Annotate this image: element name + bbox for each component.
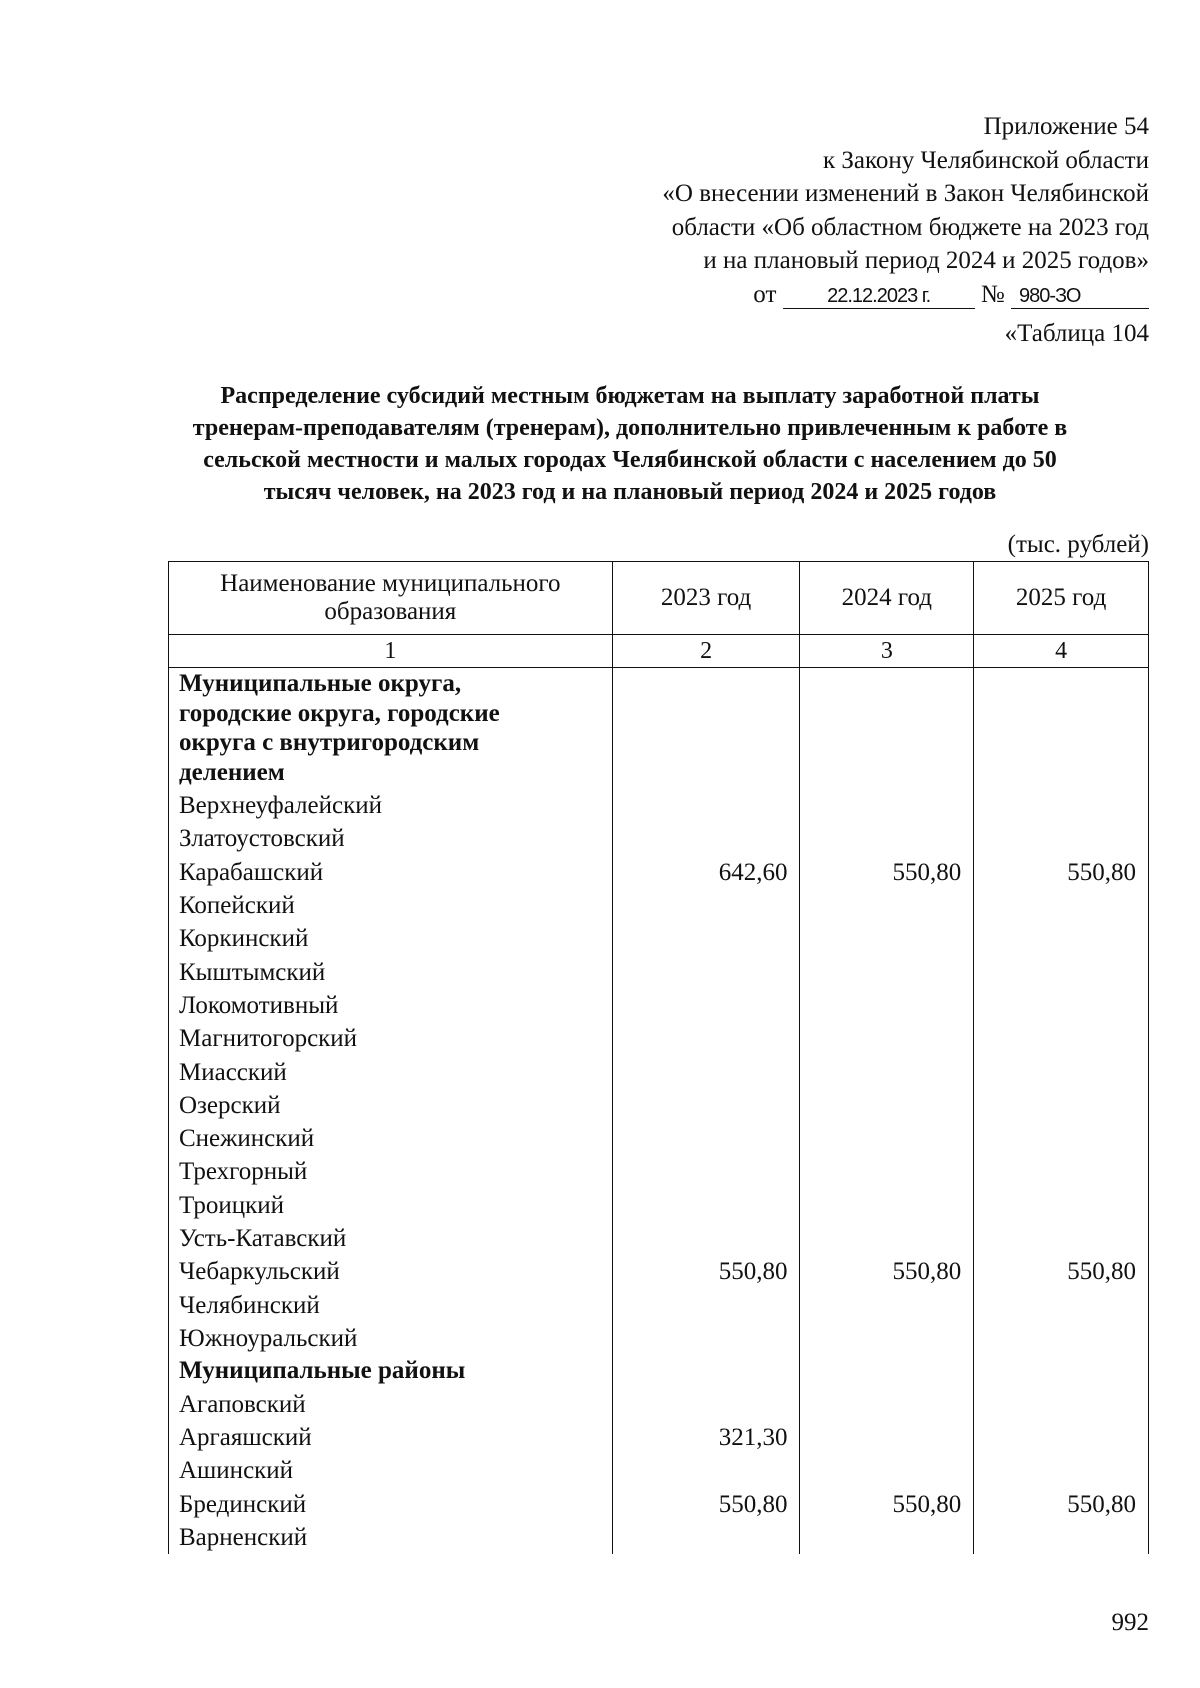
table-row bbox=[169, 856, 1149, 889]
appendix-line: области «Об областном бюджете на 2023 год bbox=[671, 213, 1149, 241]
value-2025 bbox=[974, 1288, 1149, 1321]
group-header-line: делением bbox=[179, 758, 285, 786]
municipality-name: Варненский bbox=[169, 1521, 613, 1554]
value-2023 bbox=[612, 1454, 800, 1487]
municipality-name: Карабашский bbox=[169, 856, 613, 889]
value-2025: 550,80 bbox=[974, 856, 1149, 889]
title-line: тысяч человек, на 2023 год и на плановый период 2024 и 2025 годов bbox=[263, 479, 997, 505]
table-row bbox=[169, 1155, 1149, 1188]
table-row bbox=[169, 1454, 1149, 1487]
law-number: 980-ЗО bbox=[1011, 284, 1149, 309]
column-number: 4 bbox=[974, 635, 1149, 668]
header-2024: 2024 год bbox=[800, 562, 974, 635]
municipality-name: Ашинский bbox=[169, 1454, 613, 1487]
group-header-line: Муниципальные районы bbox=[179, 1357, 466, 1385]
table-row bbox=[169, 1288, 1149, 1321]
title-line: сельской местности и малых городах Челябинской области с населением до 50 bbox=[203, 447, 1057, 473]
municipality-name: Трехгорный bbox=[169, 1155, 613, 1188]
value-2025 bbox=[974, 922, 1149, 955]
units-label: (тыс. рублей) bbox=[1007, 531, 1149, 558]
value-2024 bbox=[800, 1288, 974, 1321]
municipality-name: Южноуральский bbox=[169, 1322, 613, 1355]
table-row bbox=[169, 1255, 1149, 1288]
value-2024 bbox=[800, 1155, 974, 1188]
value-2025 bbox=[974, 1322, 1149, 1355]
table-row bbox=[169, 1521, 1149, 1554]
table-row bbox=[169, 822, 1149, 855]
table-row bbox=[169, 1487, 1149, 1520]
table-row bbox=[169, 1189, 1149, 1222]
group-municipal-districts bbox=[169, 1355, 613, 1388]
empty-cell bbox=[974, 668, 1149, 790]
value-2025 bbox=[974, 1089, 1149, 1122]
group-header-line: Муниципальные округа, bbox=[179, 670, 462, 697]
municipality-name: Брединский bbox=[169, 1487, 613, 1520]
value-2025 bbox=[974, 1122, 1149, 1155]
header-2025: 2025 год bbox=[974, 562, 1149, 635]
appendix-line: «О внесении изменений в Закон Челябинской bbox=[662, 180, 1149, 207]
column-number: 2 bbox=[612, 635, 800, 668]
municipality-name: Усть-Катавский bbox=[169, 1222, 613, 1255]
municipality-name: Магнитогорский bbox=[169, 1022, 613, 1055]
table-row bbox=[169, 1222, 1149, 1255]
value-2025 bbox=[974, 1155, 1149, 1188]
law-date-number-row bbox=[589, 278, 1149, 312]
number-label: № bbox=[980, 280, 1005, 308]
value-2024 bbox=[800, 1454, 974, 1487]
empty-cell bbox=[612, 668, 800, 790]
column-number: 3 bbox=[800, 635, 974, 668]
value-2023: 550,80 bbox=[612, 1487, 800, 1520]
value-2023 bbox=[612, 1055, 800, 1088]
municipality-name: Челябинский bbox=[169, 1288, 613, 1321]
value-2024: 550,80 bbox=[800, 1487, 974, 1520]
appendix-line: и на плановый период 2024 и 2025 годов» bbox=[703, 247, 1149, 274]
value-2025 bbox=[974, 955, 1149, 988]
value-2023 bbox=[612, 955, 800, 988]
value-2024 bbox=[800, 1189, 974, 1222]
value-2023 bbox=[612, 1288, 800, 1321]
empty-cell bbox=[974, 1355, 1149, 1388]
appendix-line: Приложение 54 bbox=[983, 113, 1149, 140]
value-2024 bbox=[800, 1089, 974, 1122]
value-2025 bbox=[974, 1388, 1149, 1421]
value-2023 bbox=[612, 1388, 800, 1421]
municipality-name: Верхнеуфалейский bbox=[169, 789, 613, 822]
value-2024 bbox=[800, 1122, 974, 1155]
value-2024: 550,80 bbox=[800, 1255, 974, 1288]
title-line: Распределение субсидий местным бюджетам на выплату заработной платы bbox=[220, 383, 1040, 409]
value-2025 bbox=[974, 1421, 1149, 1454]
municipality-name: Копейский bbox=[169, 889, 613, 922]
value-2023 bbox=[612, 1155, 800, 1188]
value-2023: 550,80 bbox=[612, 1255, 800, 1288]
table-row bbox=[169, 922, 1149, 955]
table-row bbox=[169, 789, 1149, 822]
value-2024 bbox=[800, 789, 974, 822]
column-number: 1 bbox=[169, 635, 613, 668]
table-row bbox=[169, 1089, 1149, 1122]
value-2025 bbox=[974, 789, 1149, 822]
table-row bbox=[169, 1388, 1149, 1421]
value-2023 bbox=[612, 922, 800, 955]
empty-cell bbox=[800, 1355, 974, 1388]
value-2025 bbox=[974, 1189, 1149, 1222]
value-2024 bbox=[800, 1222, 974, 1255]
table-row bbox=[169, 1322, 1149, 1355]
value-2024 bbox=[800, 1022, 974, 1055]
value-2025 bbox=[974, 822, 1149, 855]
table-row bbox=[169, 1022, 1149, 1055]
municipality-name: Чебаркульский bbox=[169, 1255, 613, 1288]
table-row bbox=[169, 989, 1149, 1022]
header-2023: 2023 год bbox=[612, 562, 800, 635]
value-2024: 550,80 bbox=[800, 856, 974, 889]
title-line: тренерам-преподавателям (тренерам), дополнительно привлеченным к работе в bbox=[192, 415, 1068, 441]
table-row bbox=[169, 1122, 1149, 1155]
value-2023 bbox=[612, 1122, 800, 1155]
municipality-name: Миасский bbox=[169, 1055, 613, 1088]
value-2023 bbox=[612, 1521, 800, 1554]
group-header-line: городские округа, городские bbox=[179, 699, 500, 727]
value-2025 bbox=[974, 1521, 1149, 1554]
value-2024 bbox=[800, 989, 974, 1022]
law-date: 22.12.2023 г. bbox=[783, 284, 975, 309]
value-2024 bbox=[800, 1055, 974, 1088]
value-2023 bbox=[612, 1089, 800, 1122]
page-number: 992 bbox=[1111, 1609, 1149, 1636]
value-2025 bbox=[974, 1222, 1149, 1255]
group-header-row bbox=[169, 668, 1149, 790]
value-2023 bbox=[612, 889, 800, 922]
value-2023: 642,60 bbox=[612, 856, 800, 889]
value-2025 bbox=[974, 1022, 1149, 1055]
header-municipality: Наименование муниципального образования bbox=[169, 562, 613, 635]
value-2023 bbox=[612, 1189, 800, 1222]
value-2025: 550,80 bbox=[974, 1255, 1149, 1288]
value-2025 bbox=[974, 889, 1149, 922]
document-title bbox=[150, 380, 1110, 508]
value-2024 bbox=[800, 1388, 974, 1421]
value-2024 bbox=[800, 922, 974, 955]
municipality-name: Локомотивный bbox=[169, 989, 613, 1022]
subsidy-table bbox=[168, 561, 1149, 1554]
appendix-header bbox=[589, 110, 1149, 311]
group-header-line: округа с внутригородским bbox=[179, 729, 480, 756]
empty-cell bbox=[800, 668, 974, 790]
group-municipal-districts-city bbox=[169, 668, 613, 790]
municipality-name: Коркинский bbox=[169, 922, 613, 955]
from-label: от bbox=[753, 280, 777, 308]
value-2023 bbox=[612, 1022, 800, 1055]
table-body bbox=[169, 668, 1149, 1555]
municipality-name: Кыштымский bbox=[169, 955, 613, 988]
table-row bbox=[169, 1055, 1149, 1088]
value-2025 bbox=[974, 989, 1149, 1022]
value-2023 bbox=[612, 1222, 800, 1255]
table-label: «Таблица 104 bbox=[1004, 320, 1149, 347]
value-2024 bbox=[800, 1521, 974, 1554]
value-2023 bbox=[612, 1322, 800, 1355]
value-2024 bbox=[800, 1322, 974, 1355]
municipality-name: Снежинский bbox=[169, 1122, 613, 1155]
value-2024 bbox=[800, 955, 974, 988]
appendix-line: к Закону Челябинской области bbox=[823, 146, 1149, 174]
value-2023 bbox=[612, 789, 800, 822]
municipality-name: Озерский bbox=[169, 1089, 613, 1122]
municipality-name: Агаповский bbox=[169, 1388, 613, 1421]
value-2024 bbox=[800, 822, 974, 855]
table-row bbox=[169, 1421, 1149, 1454]
municipality-name: Троицкий bbox=[169, 1189, 613, 1222]
value-2023 bbox=[612, 989, 800, 1022]
group-header-row bbox=[169, 1355, 1149, 1388]
municipality-name: Аргаяшский bbox=[169, 1421, 613, 1454]
municipality-name: Златоустовский bbox=[169, 822, 613, 855]
column-number-row bbox=[169, 635, 1149, 668]
value-2025 bbox=[974, 1454, 1149, 1487]
table-row bbox=[169, 955, 1149, 988]
empty-cell bbox=[612, 1355, 800, 1388]
value-2024 bbox=[800, 889, 974, 922]
value-2025: 550,80 bbox=[974, 1487, 1149, 1520]
value-2023 bbox=[612, 822, 800, 855]
value-2023: 321,30 bbox=[612, 1421, 800, 1454]
table-header-row bbox=[169, 562, 1149, 635]
table-row bbox=[169, 889, 1149, 922]
value-2024 bbox=[800, 1421, 974, 1454]
value-2025 bbox=[974, 1055, 1149, 1088]
